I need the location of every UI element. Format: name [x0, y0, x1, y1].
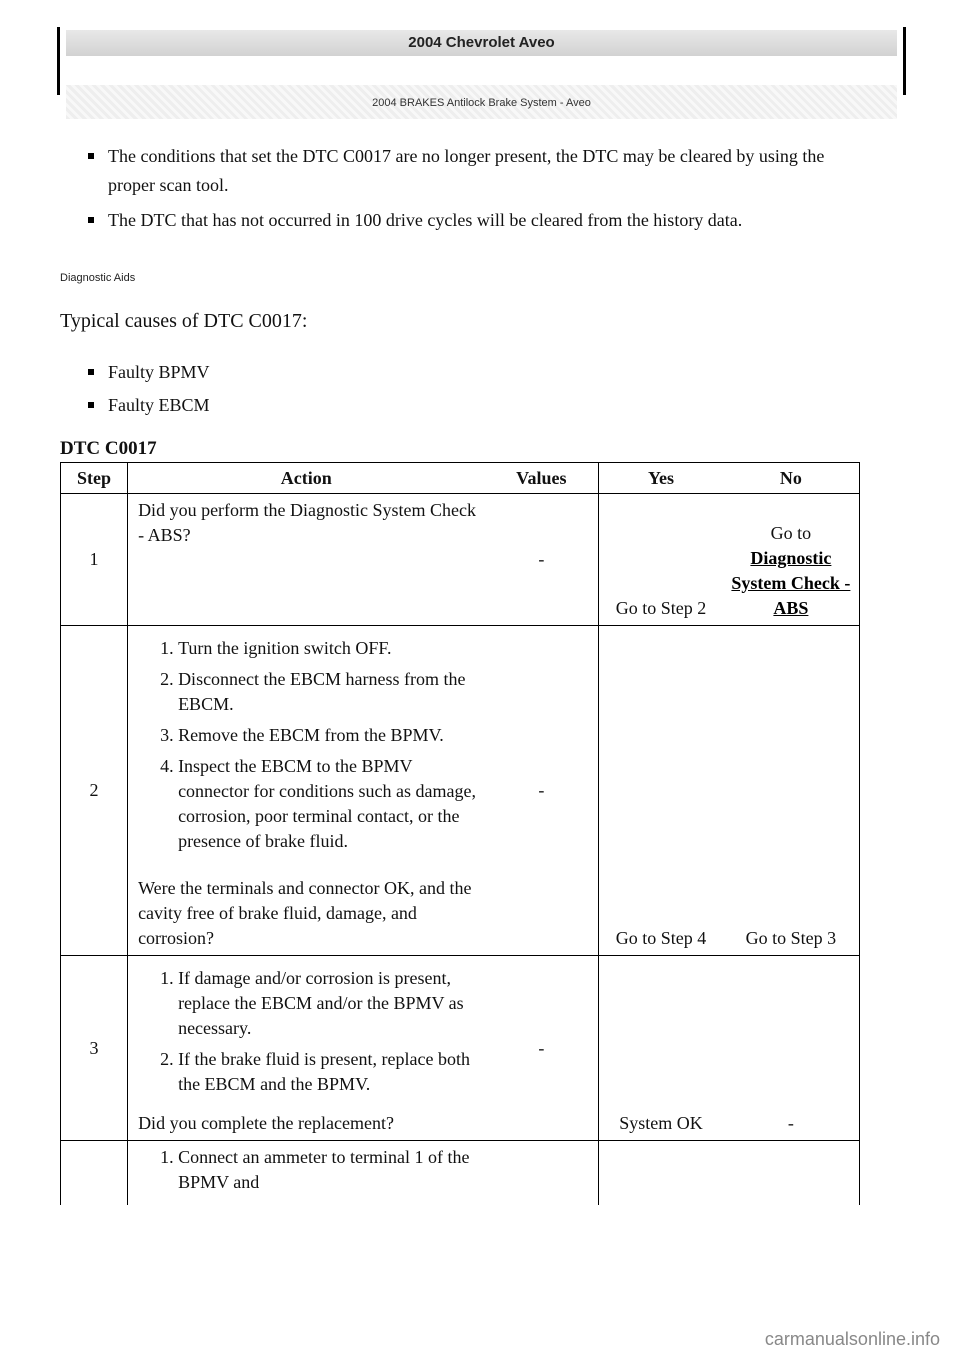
action-cell [128, 626, 485, 956]
table-row [61, 494, 860, 626]
condition-bullet-list [85, 142, 865, 241]
header-values: Values [484, 463, 598, 494]
cause-item: Faulty EBCM [85, 391, 865, 420]
document-header [57, 27, 906, 109]
header-subtitle: 2004 BRAKES Antilock Brake System - Aveo [66, 85, 897, 119]
step-question: Did you complete the replacement? [138, 1113, 394, 1133]
action-cell [128, 956, 485, 1141]
values-cell [484, 1141, 598, 1206]
action-steps-list [132, 966, 480, 1097]
action-step: 4. Inspect the EBCM to the BPMV connector for conditions such as damage, corrosion, poor terminal contact, or the presence of brake fluid. [178, 754, 480, 854]
values-cell: - [484, 494, 598, 626]
values-cell: - [484, 626, 598, 956]
action-step: 3. Remove the EBCM from the BPMV. [178, 723, 480, 748]
step-number: 2 [61, 626, 128, 956]
no-cell [723, 494, 860, 626]
diagnostic-system-check-link[interactable]: Diagnostic System Check - ABS [731, 548, 851, 618]
table-row [61, 956, 860, 1141]
table-header-row [61, 463, 860, 494]
step-number [61, 1141, 128, 1206]
bullet-item: The conditions that set the DTC C0017 are no longer present, the DTC may be cleared by using the proper scan tool. [85, 142, 865, 200]
no-cell: Go to Step 3 [723, 626, 860, 956]
header-no: No [723, 463, 860, 494]
step-question: Did you perform the Diagnostic System Check - ABS? [138, 500, 477, 545]
table-row [61, 626, 860, 956]
step-number: 1 [61, 494, 128, 626]
causes-list [85, 358, 865, 426]
action-cell [128, 494, 485, 626]
action-steps-list [132, 1145, 480, 1195]
yes-cell: Go to Step 2 [599, 494, 723, 626]
dtc-table [60, 462, 860, 1205]
table-title: DTC C0017 [60, 438, 157, 459]
action-steps-list [132, 636, 480, 854]
no-cell [723, 1141, 860, 1206]
step-question: Were the terminals and connector OK, and the cavity free of brake fluid, damage, and corrosion? [138, 878, 472, 948]
action-step: 2. If the brake fluid is present, replace both the EBCM and the BPMV. [178, 1047, 480, 1097]
header-title: 2004 Chevrolet Aveo [66, 30, 897, 56]
causes-intro: Typical causes of DTC C0017: [60, 310, 308, 332]
cause-item: Faulty BPMV [85, 358, 865, 387]
action-step: 1. If damage and/or corrosion is present, replace the EBCM and/or the BPMV as necessary. [178, 966, 480, 1041]
yes-cell: Go to Step 4 [599, 626, 723, 956]
bullet-item: The DTC that has not occurred in 100 drive cycles will be cleared from the history data. [85, 206, 865, 235]
table-row [61, 1141, 860, 1206]
watermark-footer: carmanualsonline.info [764, 1329, 940, 1349]
header-yes: Yes [599, 463, 723, 494]
no-cell: - [723, 956, 860, 1141]
step-number: 3 [61, 956, 128, 1141]
yes-cell: System OK [599, 956, 723, 1141]
yes-cell [599, 1141, 723, 1206]
action-step: 2. Disconnect the EBCM harness from the EBCM. [178, 667, 480, 717]
header-step: Step [61, 463, 128, 494]
action-step: 1. Turn the ignition switch OFF. [178, 636, 480, 661]
diagnostic-aids-heading: Diagnostic Aids [60, 272, 136, 284]
action-step: 1. Connect an ammeter to terminal 1 of the BPMV and [178, 1145, 480, 1195]
values-cell: - [484, 956, 598, 1141]
no-prefix: Go to [770, 523, 812, 543]
header-action: Action [128, 463, 485, 494]
action-cell [128, 1141, 485, 1206]
